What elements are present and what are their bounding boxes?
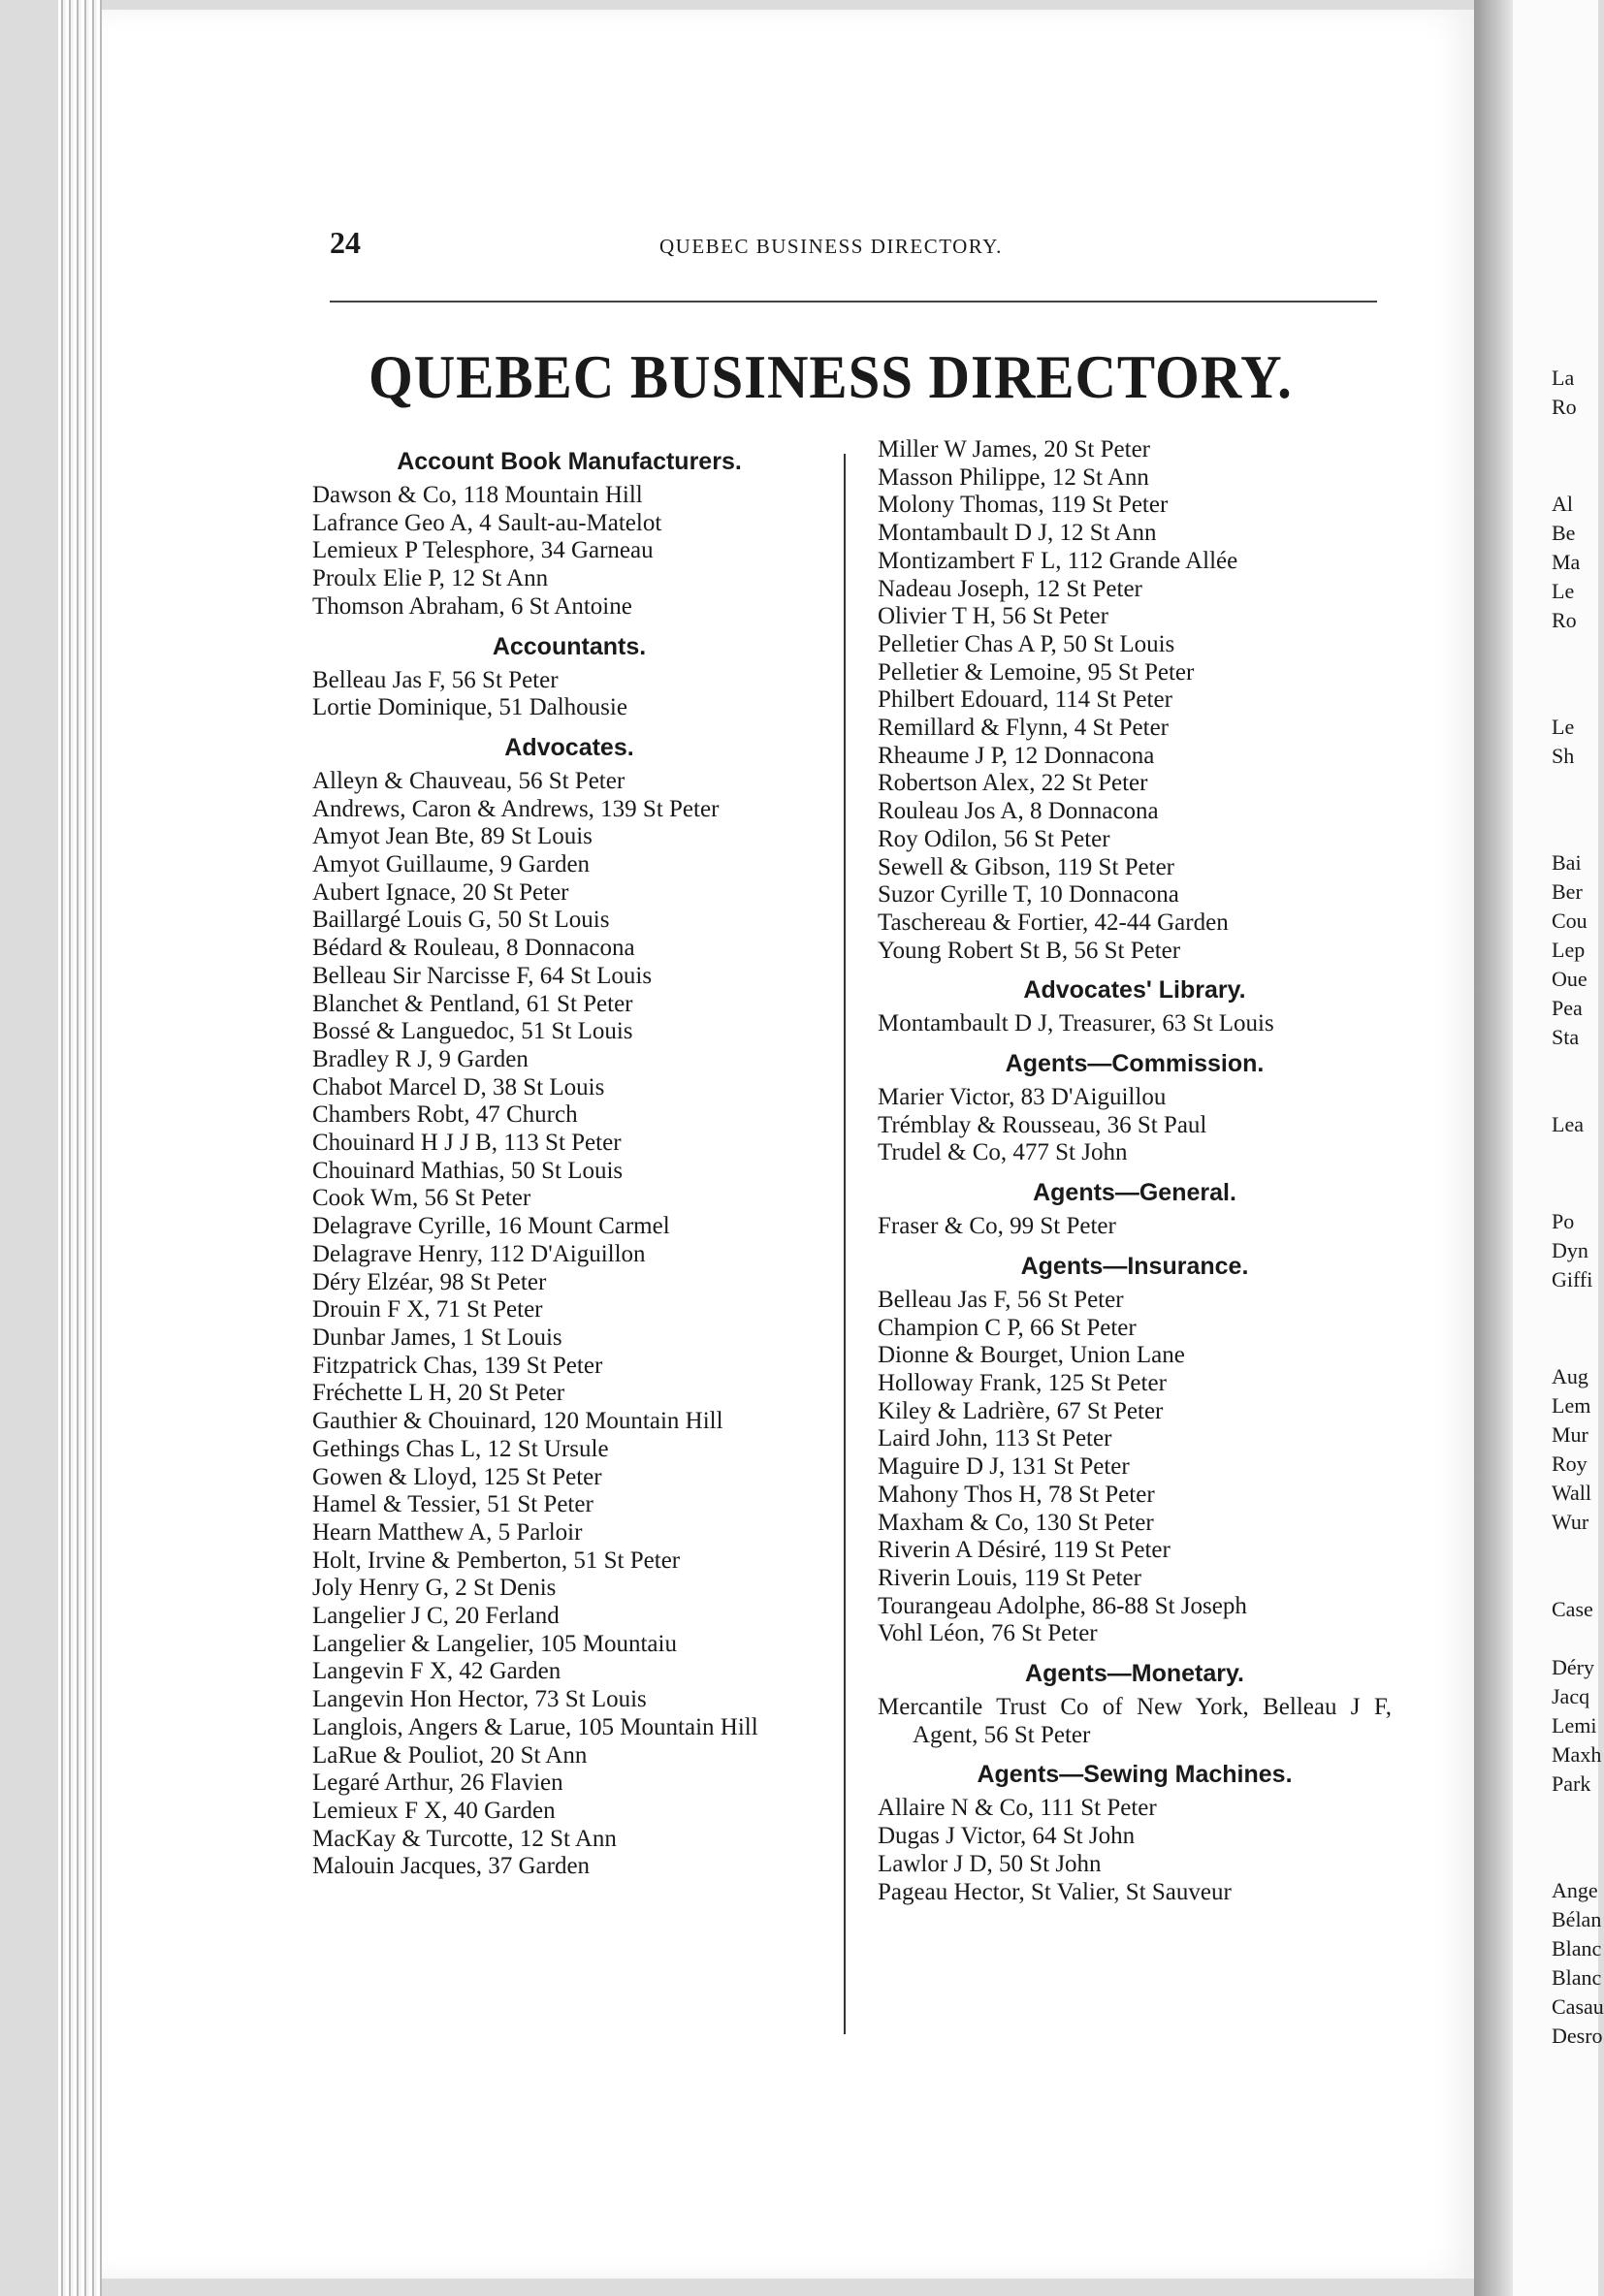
directory-entry: Blanchet & Pentland, 61 St Peter: [312, 990, 633, 1017]
facing-page-fragment: Déry: [1552, 1655, 1594, 1679]
directory-entry: Bédard & Rouleau, 8 Donnacona: [312, 935, 635, 962]
directory-entry: Legaré Arthur, 26 Flavien: [312, 1770, 563, 1797]
facing-page-fragment: Desro: [1552, 2024, 1603, 2048]
directory-entry: Mahony Thos H, 78 St Peter: [878, 1481, 1155, 1508]
directory-entry: Lawlor J D, 50 St John: [878, 1850, 1102, 1877]
directory-entry: Philbert Edouard, 114 St Peter: [878, 686, 1172, 714]
directory-entry: Hamel & Tessier, 51 St Peter: [312, 1491, 593, 1518]
directory-entry: Molony Thomas, 119 St Peter: [878, 492, 1169, 519]
directory-entry: Lemieux F X, 40 Garden: [312, 1797, 556, 1824]
directory-entry: Suzor Cyrille T, 10 Donnacona: [878, 881, 1179, 909]
section-heading: Agents—Commission.: [1005, 1050, 1265, 1078]
facing-page-fragment: Lea: [1552, 1112, 1584, 1136]
header-rule: [330, 301, 1377, 303]
directory-entry: Cook Wm, 56 St Peter: [312, 1185, 531, 1212]
section-heading: Advocates' Library.: [1023, 976, 1246, 1004]
directory-entry: Aubert Ignace, 20 St Peter: [312, 878, 569, 906]
directory-entry: Delagrave Henry, 112 D'Aiguillon: [312, 1240, 646, 1267]
directory-entry: Montambault D J, 12 St Ann: [878, 520, 1157, 547]
directory-entry: Lafrance Geo A, 4 Sault-au-Matelot: [312, 509, 662, 536]
facing-page-fragment: Maxh: [1552, 1742, 1602, 1767]
directory-entry: Gauthier & Chouinard, 120 Mountain Hill: [312, 1408, 723, 1435]
page-number: 24: [330, 225, 361, 260]
page-title: QUEBEC BUSINESS DIRECTORY.: [369, 342, 1293, 411]
section-heading: Account Book Manufacturers.: [397, 448, 742, 475]
directory-entry: Baillargé Louis G, 50 St Louis: [312, 907, 610, 934]
directory-entry: Gethings Chas L, 12 St Ursule: [312, 1435, 609, 1462]
facing-page-fragment: Bélan: [1552, 1907, 1602, 1931]
directory-entry: Chouinard Mathias, 50 St Louis: [312, 1157, 624, 1184]
facing-page-fragment: Wur: [1552, 1510, 1589, 1534]
directory-entry: Pelletier Chas A P, 50 St Louis: [878, 630, 1175, 657]
directory-entry: Hearn Matthew A, 5 Parloir: [312, 1518, 583, 1546]
directory-entry: Chouinard H J J B, 113 St Peter: [312, 1130, 622, 1157]
directory-entry: Champion C P, 66 St Peter: [878, 1314, 1137, 1341]
section-heading: Agents—Insurance.: [1020, 1252, 1249, 1280]
column-divider: [844, 454, 846, 2034]
directory-entry: Trudel & Co, 477 St John: [878, 1139, 1128, 1166]
directory-entry: Olivier T H, 56 St Peter: [878, 603, 1108, 630]
running-title: QUEBEC BUSINESS DIRECTORY.: [659, 235, 1003, 258]
directory-entry: Fitzpatrick Chas, 139 St Peter: [312, 1352, 603, 1379]
facing-page-fragment: Pea: [1552, 996, 1583, 1020]
directory-entry: Laird John, 113 St Peter: [878, 1425, 1112, 1452]
facing-page-fragment: Ro: [1552, 608, 1577, 632]
facing-page-fragment: Aug: [1552, 1364, 1588, 1388]
directory-entry: Lortie Dominique, 51 Dalhousie: [312, 694, 627, 721]
directory-entry: Pelletier & Lemoine, 95 St Peter: [878, 658, 1195, 686]
directory-entry: Rouleau Jos A, 8 Donnacona: [878, 798, 1159, 825]
facing-page-fragment: Ma: [1552, 550, 1581, 574]
section-heading: Agents—Monetary.: [1025, 1660, 1244, 1688]
section-heading: Agents—Sewing Machines.: [977, 1761, 1293, 1789]
directory-entry: Langlois, Angers & Larue, 105 Mountain Hill: [312, 1713, 758, 1740]
running-head: [330, 225, 1377, 264]
facing-page-fragment: Ro: [1552, 395, 1577, 419]
facing-page-fragment: Lemi: [1552, 1713, 1597, 1738]
section-heading: Agents—General.: [1033, 1179, 1236, 1207]
directory-entry: Thomson Abraham, 6 St Antoine: [312, 592, 632, 620]
directory-entry: Chabot Marcel D, 38 St Louis: [312, 1073, 605, 1100]
directory-entry: Allaire N & Co, 111 St Peter: [878, 1795, 1157, 1822]
directory-entry: LaRue & Pouliot, 20 St Ann: [312, 1741, 588, 1769]
book-gutter: [1474, 0, 1513, 2296]
directory-entry: Dawson & Co, 118 Mountain Hill: [312, 482, 643, 508]
directory-entry: Bradley R J, 9 Garden: [312, 1045, 529, 1072]
directory-entry: Remillard & Flynn, 4 St Peter: [878, 715, 1169, 742]
facing-page-fragment: Giffi: [1552, 1267, 1593, 1292]
directory-entry: Tourangeau Adolphe, 86-88 St Joseph: [878, 1592, 1247, 1619]
directory-entry: Lemieux P Telesphore, 34 Garneau: [312, 537, 654, 564]
directory-entry: Nadeau Joseph, 12 St Peter: [878, 575, 1142, 602]
directory-entry: Montambault D J, Treasurer, 63 St Louis: [878, 1010, 1274, 1037]
directory-entry: Dionne & Bourget, Union Lane: [878, 1342, 1185, 1369]
directory-entry: Dugas J Victor, 64 St John: [878, 1823, 1136, 1850]
directory-entry: Andrews, Caron & Andrews, 139 St Peter: [312, 795, 720, 822]
directory-entry: Chambers Robt, 47 Church: [312, 1101, 578, 1129]
directory-entry: Belleau Sir Narcisse F, 64 St Louis: [312, 962, 653, 989]
directory-entry: Alleyn & Chauveau, 56 St Peter: [312, 767, 626, 794]
directory-entry: Malouin Jacques, 37 Garden: [312, 1853, 591, 1880]
directory-entry: Amyot Jean Bte, 89 St Louis: [312, 823, 593, 850]
facing-page-fragment: Case: [1552, 1597, 1593, 1621]
directory-entry: Riverin A Désiré, 119 St Peter: [878, 1537, 1171, 1564]
directory-entry: Proulx Elie P, 12 St Ann: [312, 565, 549, 592]
directory-entry: Belleau Jas F, 56 St Peter: [878, 1286, 1124, 1313]
directory-entry: Mercantile Trust Co of New York, Belleau J F, Agent, 56 St Peter: [878, 1694, 1392, 1748]
directory-entry: Miller W James, 20 St Peter: [878, 436, 1150, 462]
directory-entry: Montizambert F L, 112 Grande Allée: [878, 547, 1238, 574]
directory-entry: Fréchette L H, 20 St Peter: [312, 1380, 565, 1407]
facing-page-fragment: Mur: [1552, 1422, 1588, 1447]
section-heading: Accountants.: [492, 632, 647, 660]
facing-page-fragment: Po: [1552, 1209, 1575, 1233]
directory-entry: Langevin F X, 42 Garden: [312, 1658, 561, 1685]
directory-entry: Dunbar James, 1 St Louis: [312, 1323, 562, 1351]
directory-entry: Bossé & Languedoc, 51 St Louis: [312, 1018, 633, 1045]
directory-entry: Drouin F X, 71 St Peter: [312, 1296, 543, 1323]
directory-entry: Roy Odilon, 56 St Peter: [878, 825, 1110, 852]
facing-page-fragment: Roy: [1552, 1451, 1588, 1476]
directory-entry: Sewell & Gibson, 119 St Peter: [878, 853, 1175, 880]
directory-entry: Delagrave Cyrille, 16 Mount Carmel: [312, 1213, 670, 1240]
left-column: [312, 436, 826, 1881]
directory-entry: Kiley & Ladrière, 67 St Peter: [878, 1397, 1164, 1424]
facing-page-fragment: Lem: [1552, 1393, 1591, 1418]
directory-entry: Joly Henry G, 2 St Denis: [312, 1575, 557, 1602]
facing-page-fragment: La: [1552, 366, 1575, 390]
facing-page-fragment: Jacq: [1552, 1684, 1590, 1708]
directory-entry: Déry Elzéar, 98 St Peter: [312, 1268, 547, 1295]
facing-page-fragment: Al: [1552, 492, 1573, 516]
facing-page-fragment: Sh: [1552, 744, 1575, 768]
directory-entry: Langelier & Langelier, 105 Mountaiu: [312, 1630, 677, 1657]
facing-page-fragment: Dyn: [1552, 1238, 1588, 1262]
facing-page: [1513, 0, 1604, 2296]
facing-page-fragment: Le: [1552, 579, 1575, 603]
directory-entry: Trémblay & Rousseau, 36 St Paul: [878, 1111, 1207, 1138]
directory-entry: MacKay & Turcotte, 12 St Ann: [312, 1825, 617, 1852]
directory-entry: Vohl Léon, 76 St Peter: [878, 1620, 1098, 1647]
page-edge-stack: [58, 0, 102, 2296]
right-column: [878, 436, 1392, 1906]
facing-page-fragment: Cou: [1552, 909, 1588, 933]
facing-page-fragment: Ber: [1552, 879, 1583, 904]
directory-entry: Holloway Frank, 125 St Peter: [878, 1369, 1167, 1396]
section-heading: Advocates.: [504, 733, 634, 761]
facing-page-fragment: Wall: [1552, 1481, 1591, 1505]
directory-entry: Fraser & Co, 99 St Peter: [878, 1213, 1116, 1240]
directory-entry: Marier Victor, 83 D'Aiguillou: [878, 1084, 1167, 1111]
directory-entry: Gowen & Lloyd, 125 St Peter: [312, 1463, 602, 1490]
directory-entry: Robertson Alex, 22 St Peter: [878, 770, 1148, 797]
directory-entry: Langevin Hon Hector, 73 St Louis: [312, 1686, 647, 1713]
facing-page-fragment: Le: [1552, 715, 1575, 739]
facing-page-fragment: Lep: [1552, 938, 1586, 962]
facing-page-fragment: Ange: [1552, 1878, 1598, 1902]
directory-entry: Riverin Louis, 119 St Peter: [878, 1564, 1141, 1591]
directory-entry: Taschereau & Fortier, 42-44 Garden: [878, 909, 1229, 936]
directory-entry: Langelier J C, 20 Ferland: [312, 1603, 560, 1630]
directory-entry: Maxham & Co, 130 St Peter: [878, 1509, 1154, 1536]
directory-entry: Belleau Jas F, 56 St Peter: [312, 666, 559, 693]
directory-entry: Young Robert St B, 56 St Peter: [878, 937, 1181, 964]
facing-page-fragment: Park: [1552, 1771, 1591, 1796]
facing-page-fragment: Bai: [1552, 850, 1582, 875]
facing-page-fragment: Sta: [1552, 1025, 1580, 1049]
directory-entry: Amyot Guillaume, 9 Garden: [312, 851, 591, 878]
facing-page-fragment: Oue: [1552, 967, 1588, 991]
directory-entry: Maguire D J, 131 St Peter: [878, 1453, 1130, 1481]
directory-entry: Holt, Irvine & Pemberton, 51 St Peter: [312, 1547, 681, 1574]
facing-page-fragment: Blanc: [1552, 1936, 1602, 1961]
directory-entry: Rheaume J P, 12 Donnacona: [878, 742, 1155, 769]
facing-page-fragment: Casau: [1552, 1994, 1604, 2019]
directory-entry: Pageau Hector, St Valier, St Sauveur: [878, 1878, 1232, 1905]
facing-page-fragment: Be: [1552, 521, 1576, 545]
directory-entry: Masson Philippe, 12 St Ann: [878, 463, 1149, 491]
facing-page-fragment: Blanc: [1552, 1965, 1602, 1990]
